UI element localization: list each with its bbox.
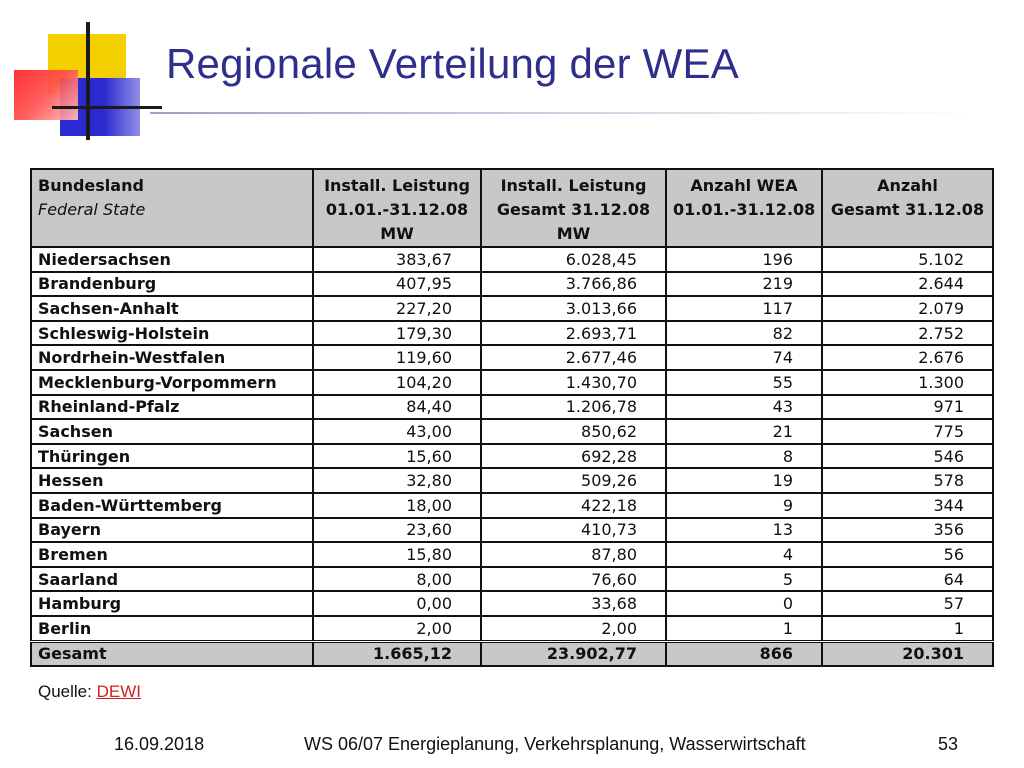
count-2008-cell: 4 <box>666 542 822 567</box>
state-name-cell: Hessen <box>31 468 313 493</box>
state-name-cell: Hamburg <box>31 591 313 616</box>
table-row <box>31 296 993 321</box>
count-total-cell: 64 <box>822 567 993 592</box>
header-anzahl-gesamt: Anzahl Gesamt 31.12.08 <box>822 169 993 247</box>
state-name-cell: Schleswig-Holstein <box>31 321 313 346</box>
count-total-cell: 1 <box>822 616 993 641</box>
count-2008-cell: 117 <box>666 296 822 321</box>
total-install-total-cell: 23.902,77 <box>481 641 666 666</box>
table-row <box>31 542 993 567</box>
table-row <box>31 444 993 469</box>
state-name-cell: Nordrhein-Westfalen <box>31 345 313 370</box>
logo-vertical-line <box>86 22 90 140</box>
count-total-cell: 775 <box>822 419 993 444</box>
count-2008-cell: 219 <box>666 272 822 297</box>
count-2008-cell: 196 <box>666 247 822 272</box>
count-2008-cell: 8 <box>666 444 822 469</box>
install-2008-cell: 119,60 <box>313 345 481 370</box>
count-total-cell: 2.079 <box>822 296 993 321</box>
install-2008-cell: 383,67 <box>313 247 481 272</box>
install-2008-cell: 15,60 <box>313 444 481 469</box>
header-install-leistung-gesamt: Install. Leistung Gesamt 31.12.08 MW <box>481 169 666 247</box>
state-name-cell: Brandenburg <box>31 272 313 297</box>
install-total-cell: 76,60 <box>481 567 666 592</box>
install-2008-cell: 32,80 <box>313 468 481 493</box>
footer-course-title: WS 06/07 Energieplanung, Verkehrsplanung, Wasserwirtschaft <box>304 734 806 754</box>
state-name-cell: Bayern <box>31 518 313 543</box>
logo-horizontal-line <box>52 106 162 109</box>
state-name-cell: Rheinland-Pfalz <box>31 395 313 420</box>
install-total-cell: 1.430,70 <box>481 370 666 395</box>
table-row <box>31 567 993 592</box>
count-total-cell: 5.102 <box>822 247 993 272</box>
install-2008-cell: 43,00 <box>313 419 481 444</box>
count-2008-cell: 0 <box>666 591 822 616</box>
total-count-total-cell: 20.301 <box>822 641 993 666</box>
install-2008-cell: 407,95 <box>313 272 481 297</box>
install-total-cell: 410,73 <box>481 518 666 543</box>
install-2008-cell: 104,20 <box>313 370 481 395</box>
count-2008-cell: 19 <box>666 468 822 493</box>
table-row <box>31 395 993 420</box>
count-total-cell: 2.644 <box>822 272 993 297</box>
install-total-cell: 850,62 <box>481 419 666 444</box>
wind-turbine-table-container <box>30 168 992 667</box>
table-header-row <box>31 169 993 247</box>
install-2008-cell: 84,40 <box>313 395 481 420</box>
state-name-cell: Berlin <box>31 616 313 641</box>
count-total-cell: 546 <box>822 444 993 469</box>
table-row <box>31 591 993 616</box>
install-total-cell: 2,00 <box>481 616 666 641</box>
count-total-cell: 1.300 <box>822 370 993 395</box>
install-2008-cell: 23,60 <box>313 518 481 543</box>
table-total-row <box>31 641 993 666</box>
table-row <box>31 247 993 272</box>
source-link[interactable]: DEWI <box>96 682 141 701</box>
slide-logo <box>0 0 160 150</box>
count-2008-cell: 74 <box>666 345 822 370</box>
total-state-name-cell: Gesamt <box>31 641 313 666</box>
state-name-cell: Niedersachsen <box>31 247 313 272</box>
install-2008-cell: 8,00 <box>313 567 481 592</box>
install-total-cell: 2.693,71 <box>481 321 666 346</box>
logo-red-square <box>14 70 78 120</box>
install-total-cell: 422,18 <box>481 493 666 518</box>
state-name-cell: Thüringen <box>31 444 313 469</box>
count-total-cell: 344 <box>822 493 993 518</box>
count-total-cell: 2.676 <box>822 345 993 370</box>
table-row <box>31 272 993 297</box>
table-row <box>31 419 993 444</box>
title-underline <box>150 112 970 114</box>
install-total-cell: 2.677,46 <box>481 345 666 370</box>
count-2008-cell: 21 <box>666 419 822 444</box>
install-total-cell: 1.206,78 <box>481 395 666 420</box>
install-2008-cell: 179,30 <box>313 321 481 346</box>
table-row <box>31 616 993 641</box>
state-name-cell: Sachsen <box>31 419 313 444</box>
install-total-cell: 6.028,45 <box>481 247 666 272</box>
table-body <box>31 247 993 666</box>
header-bundesland: Bundesland Federal State <box>31 169 313 247</box>
wind-turbine-table <box>30 168 994 667</box>
table-row <box>31 345 993 370</box>
source-note <box>38 682 141 702</box>
count-2008-cell: 1 <box>666 616 822 641</box>
table-row <box>31 321 993 346</box>
count-total-cell: 57 <box>822 591 993 616</box>
install-2008-cell: 15,80 <box>313 542 481 567</box>
header-anzahl-wea-2008: Anzahl WEA 01.01.-31.12.08 <box>666 169 822 247</box>
footer-date: 16.09.2018 <box>114 734 205 754</box>
table-row <box>31 468 993 493</box>
install-total-cell: 509,26 <box>481 468 666 493</box>
count-2008-cell: 13 <box>666 518 822 543</box>
count-total-cell: 56 <box>822 542 993 567</box>
install-2008-cell: 18,00 <box>313 493 481 518</box>
install-total-cell: 87,80 <box>481 542 666 567</box>
table-row <box>31 370 993 395</box>
table-row <box>31 493 993 518</box>
table-row <box>31 518 993 543</box>
slide-title: Regionale Verteilung der WEA <box>166 40 739 87</box>
state-name-cell: Sachsen-Anhalt <box>31 296 313 321</box>
state-name-cell: Mecklenburg-Vorpommern <box>31 370 313 395</box>
install-2008-cell: 227,20 <box>313 296 481 321</box>
install-total-cell: 3.766,86 <box>481 272 666 297</box>
install-total-cell: 692,28 <box>481 444 666 469</box>
total-install-2008-cell: 1.665,12 <box>313 641 481 666</box>
count-total-cell: 2.752 <box>822 321 993 346</box>
total-count-2008-cell: 866 <box>666 641 822 666</box>
count-2008-cell: 82 <box>666 321 822 346</box>
state-name-cell: Bremen <box>31 542 313 567</box>
header-install-leistung-2008: Install. Leistung 01.01.-31.12.08 MW <box>313 169 481 247</box>
install-total-cell: 3.013,66 <box>481 296 666 321</box>
count-total-cell: 971 <box>822 395 993 420</box>
count-2008-cell: 5 <box>666 567 822 592</box>
source-label: Quelle: <box>38 682 92 701</box>
count-2008-cell: 43 <box>666 395 822 420</box>
install-2008-cell: 2,00 <box>313 616 481 641</box>
count-2008-cell: 55 <box>666 370 822 395</box>
install-2008-cell: 0,00 <box>313 591 481 616</box>
install-total-cell: 33,68 <box>481 591 666 616</box>
footer-page-number: 53 <box>938 734 959 754</box>
state-name-cell: Baden-Württemberg <box>31 493 313 518</box>
state-name-cell: Saarland <box>31 567 313 592</box>
count-total-cell: 578 <box>822 468 993 493</box>
count-total-cell: 356 <box>822 518 993 543</box>
count-2008-cell: 9 <box>666 493 822 518</box>
